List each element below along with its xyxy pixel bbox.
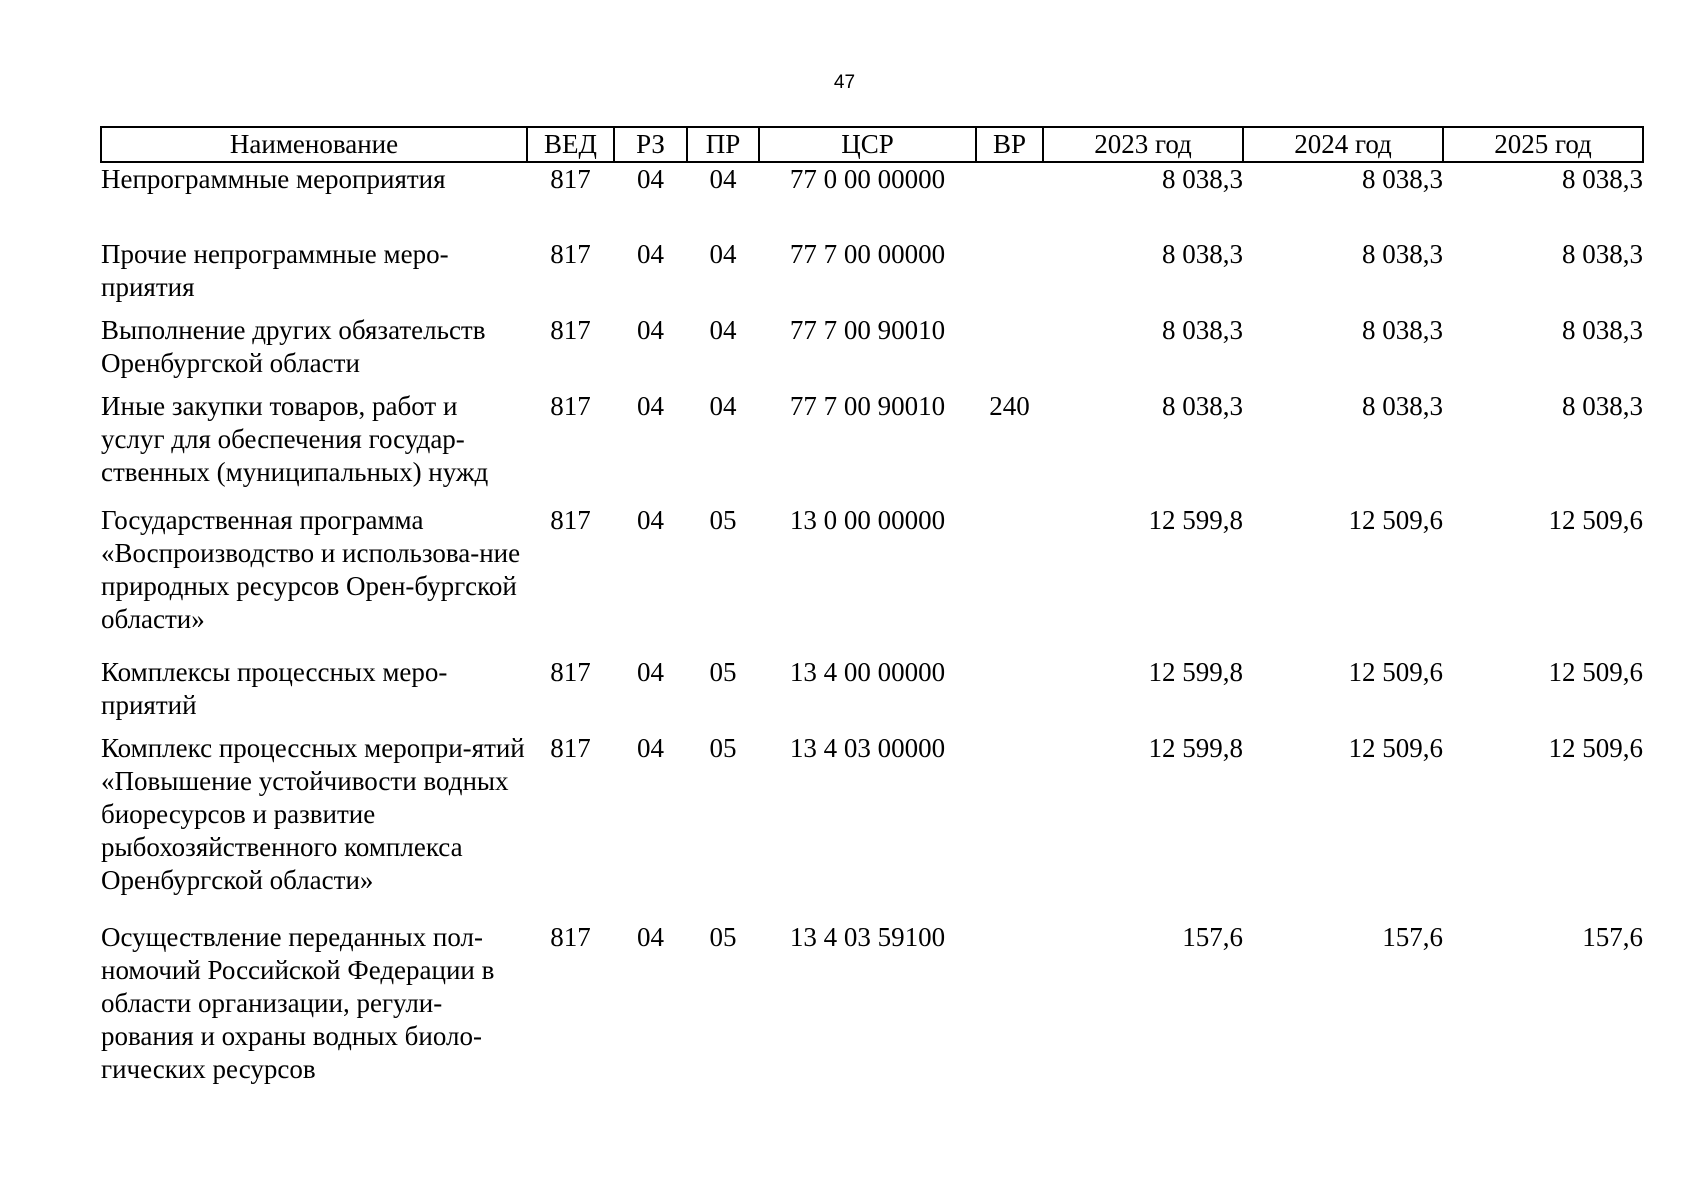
row-value-2024: 8 038,3 [1362, 391, 1443, 421]
row-pr: 04 [709, 164, 737, 194]
row-rz: 04 [637, 657, 664, 687]
row-name: Осуществление переданных пол-номочий Российской Федерации в области организации, регули-рования и охраны водных биоло-гических ресурсов [101, 922, 495, 1084]
row-vr [976, 504, 1043, 656]
row-pr: 05 [709, 657, 737, 687]
row-name: Иные закупки товаров, работ и услуг для обеспечения государ-ственных (муниципальных) нужд [101, 391, 489, 487]
row-value-2025: 8 038,3 [1562, 391, 1643, 421]
row-value-2023: 157,6 [1182, 922, 1243, 952]
row-name: Выполнение других обязательств Оренбургской области [101, 315, 486, 378]
row-ved: 817 [550, 657, 591, 687]
row-value-2023: 12 599,8 [1148, 657, 1243, 687]
column-header-pr: ПР [687, 127, 759, 162]
table-row [101, 921, 1643, 1091]
row-rz: 04 [637, 239, 664, 269]
row-pr: 05 [709, 505, 737, 535]
column-header-rz: РЗ [614, 127, 687, 162]
row-value-2024: 8 038,3 [1362, 164, 1443, 194]
column-header-ved: ВЕД [527, 127, 614, 162]
row-ved: 817 [550, 164, 591, 194]
row-value-2023: 12 599,8 [1148, 733, 1243, 763]
row-pr: 05 [709, 922, 737, 952]
row-value-2024: 157,6 [1382, 922, 1443, 952]
row-ved: 817 [550, 391, 591, 421]
row-ved: 817 [550, 505, 591, 535]
column-header-csr: ЦСР [759, 127, 976, 162]
row-value-2023: 8 038,3 [1162, 164, 1243, 194]
row-value-2025: 8 038,3 [1562, 239, 1643, 269]
row-value-2025: 12 509,6 [1548, 657, 1643, 687]
row-value-2024: 12 509,6 [1348, 505, 1443, 535]
budget-table [100, 126, 1644, 1091]
table-row [101, 162, 1643, 238]
row-rz: 04 [637, 733, 664, 763]
row-vr [976, 732, 1043, 921]
row-name: Комплексы процессных меро-приятий [101, 657, 448, 720]
row-csr: 77 7 00 90010 [789, 391, 946, 421]
row-ved: 817 [550, 733, 591, 763]
row-rz: 04 [637, 391, 664, 421]
row-value-2025: 12 509,6 [1548, 733, 1643, 763]
row-pr: 05 [709, 733, 737, 763]
column-header-2024: 2024 год [1243, 127, 1443, 162]
row-value-2025: 8 038,3 [1562, 164, 1643, 194]
row-rz: 04 [637, 164, 664, 194]
row-csr: 77 0 00 00000 [789, 164, 946, 194]
row-value-2025: 12 509,6 [1548, 505, 1643, 535]
row-name: Прочие непрограммные меро-приятия [101, 239, 449, 302]
row-value-2023: 8 038,3 [1162, 239, 1243, 269]
table-row [101, 314, 1643, 390]
row-value-2024: 8 038,3 [1362, 315, 1443, 345]
table-row [101, 238, 1643, 314]
row-csr: 13 4 03 00000 [789, 733, 946, 763]
row-pr: 04 [709, 391, 737, 421]
table-header-row [101, 127, 1643, 162]
column-header-2025: 2025 год [1443, 127, 1643, 162]
row-pr: 04 [709, 239, 737, 269]
row-rz: 04 [637, 505, 664, 535]
table-row [101, 390, 1643, 504]
row-value-2023: 8 038,3 [1162, 391, 1243, 421]
row-value-2024: 8 038,3 [1362, 239, 1443, 269]
row-vr [976, 162, 1043, 238]
row-vr [976, 656, 1043, 732]
table-row [101, 656, 1643, 732]
row-name: Непрограммные мероприятия [101, 164, 446, 194]
column-header-2023: 2023 год [1043, 127, 1243, 162]
row-csr: 13 0 00 00000 [789, 505, 946, 535]
table-row [101, 504, 1643, 656]
row-csr: 13 4 00 00000 [789, 657, 946, 687]
row-ved: 817 [550, 239, 591, 269]
row-csr: 13 4 03 59100 [789, 922, 946, 952]
row-value-2023: 12 599,8 [1148, 505, 1243, 535]
row-value-2023: 8 038,3 [1162, 315, 1243, 345]
row-vr [976, 314, 1043, 390]
row-ved: 817 [550, 922, 591, 952]
row-value-2025: 8 038,3 [1562, 315, 1643, 345]
column-header-name: Наименование [101, 127, 527, 162]
row-value-2025: 157,6 [1582, 922, 1643, 952]
row-ved: 817 [550, 315, 591, 345]
row-rz: 04 [637, 922, 664, 952]
row-vr: 240 [989, 391, 1030, 421]
row-rz: 04 [637, 315, 664, 345]
row-vr [976, 921, 1043, 1091]
row-value-2024: 12 509,6 [1348, 657, 1443, 687]
table-row [101, 732, 1643, 921]
row-name: Государственная программа «Воспроизводство и использова-ние природных ресурсов Орен-бургской области» [101, 505, 521, 634]
row-csr: 77 7 00 90010 [789, 315, 946, 345]
row-pr: 04 [709, 315, 737, 345]
row-value-2024: 12 509,6 [1348, 733, 1443, 763]
page-number: 47 [833, 72, 856, 93]
row-csr: 77 7 00 00000 [789, 239, 946, 269]
row-vr [976, 238, 1043, 314]
column-header-vr: ВР [976, 127, 1043, 162]
row-name: Комплекс процессных меропри-ятий «Повышение устойчивости водных биоресурсов и развитие рыбохозяйственного комплекса Оренбургской области» [101, 733, 525, 895]
